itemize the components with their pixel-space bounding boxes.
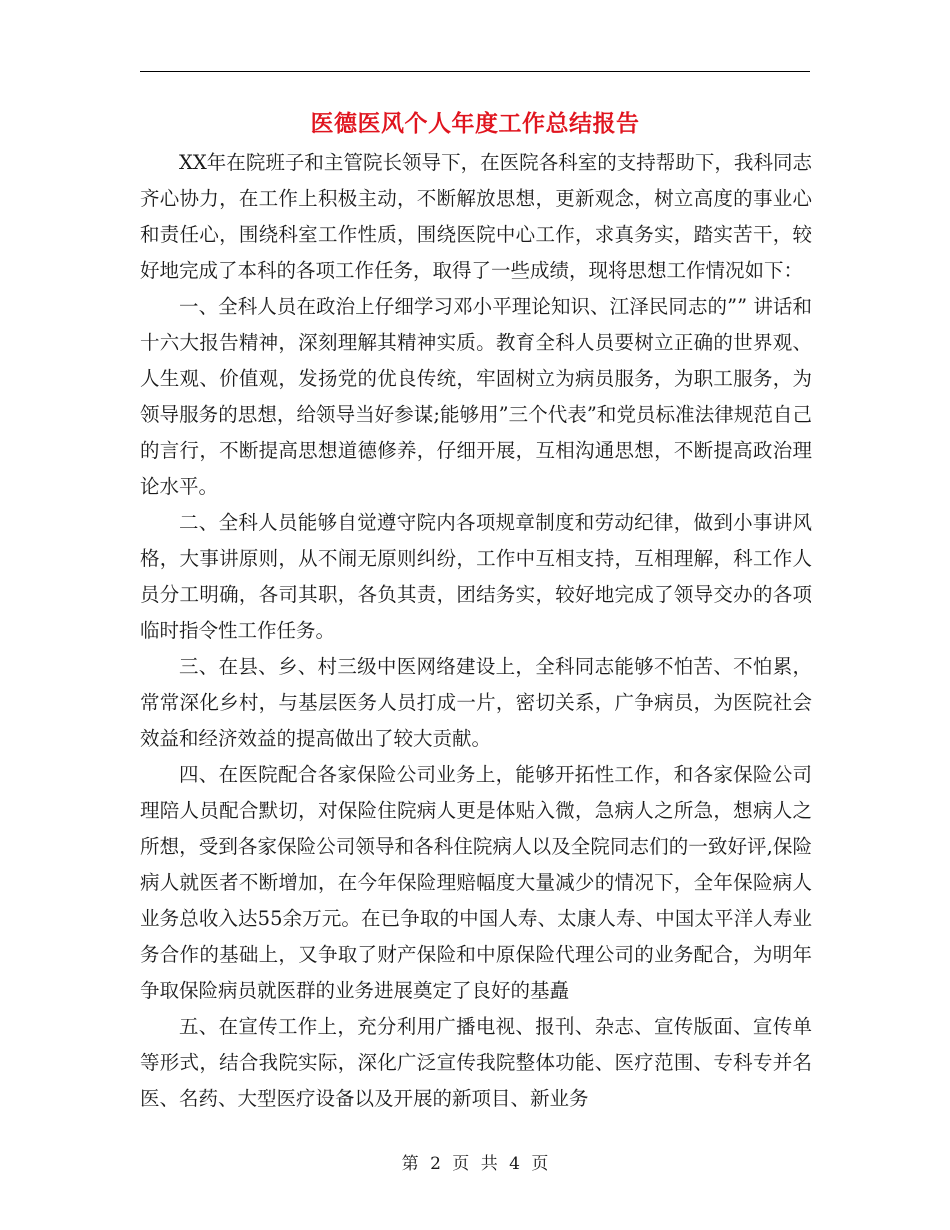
document-body: [140, 145, 812, 1117]
paragraph-insurance: 四、在医院配合各家保险公司业务上，能够开拓性工作，和各家保险公司理陪人员配合默切，对保险住院病人更是体贴入微，急病人之所急，想病人之所想，受到各家保险公司领导和各科住院病人以及全院同志们的一致好评,保险病人就医者不断增加，在今年保险理赔幅度大量减少的情况下，全年保险病人业务总收入达55余万元。在已争取的中国人寿、太康人寿、中国太平洋人寿业务合作的基础上，又争取了财产保险和中原保险代理公司的业务配合，为明年争取保险病员就医群的业务进展奠定了良好的基矗: [140, 763, 812, 1002]
document-title: 医德医风个人年度工作总结报告: [310, 110, 640, 137]
paragraph-discipline: 二、全科人员能够自觉遵守院内各项规章制度和劳动纪律，做到小事讲风格，大事讲原则，从不闹无原则纠纷，工作中互相支持，互相理解，科工作人员分工明确，各司其职，各负其责，团结务实，较好地完成了领导交办的各项临时指令性工作任务。: [140, 511, 812, 642]
paragraph-intro: XX年在院班子和主管院长领导下，在医院各科室的支持帮助下，我科同志齐心协力，在工作上积极主动，不断解放思想，更新观念，树立高度的事业心和责任心，围绕科室工作性质，围绕医院中心工作，求真务实，踏实苦干，较好地完成了本科的各项工作任务，取得了一些成绩，现将思想工作情况如下：: [140, 151, 812, 282]
page-number: 第 2 页 共 4 页: [401, 1154, 549, 1174]
paragraph-publicity: 五、在宣传工作上，充分利用广播电视、报刊、杂志、宣传版面、宣传单等形式，结合我院实际，深化广泛宣传我院整体功能、医疗范围、专科专并名医、名药、大型医疗设备以及开展的新项目、新业务: [140, 1015, 812, 1110]
paragraph-network: 三、在县、乡、村三级中医网络建设上，全科同志能够不怕苦、不怕累，常常深化乡村，与基层医务人员打成一片，密切关系，广争病员，为医院社会效益和经济效益的提高做出了较大贡献。: [140, 655, 812, 750]
paragraph-politics: 一、全科人员在政治上仔细学习邓小平理论知识、江泽民同志的”” 讲话和十六大报告精神，深刻理解其精神实质。教育全科人员要树立正确的世界观、人生观、价值观，发扬党的优良传统，牢固树立为病员服务，为职工服务，为领导服务的思想，给领导当好参谋;能够用”三个代表”和党员标准法律规范自己的言行，不断提高思想道德修养，仔细开展，互相沟通思想，不断提高政治理论水平。: [140, 295, 812, 498]
header-rule: [140, 71, 810, 72]
